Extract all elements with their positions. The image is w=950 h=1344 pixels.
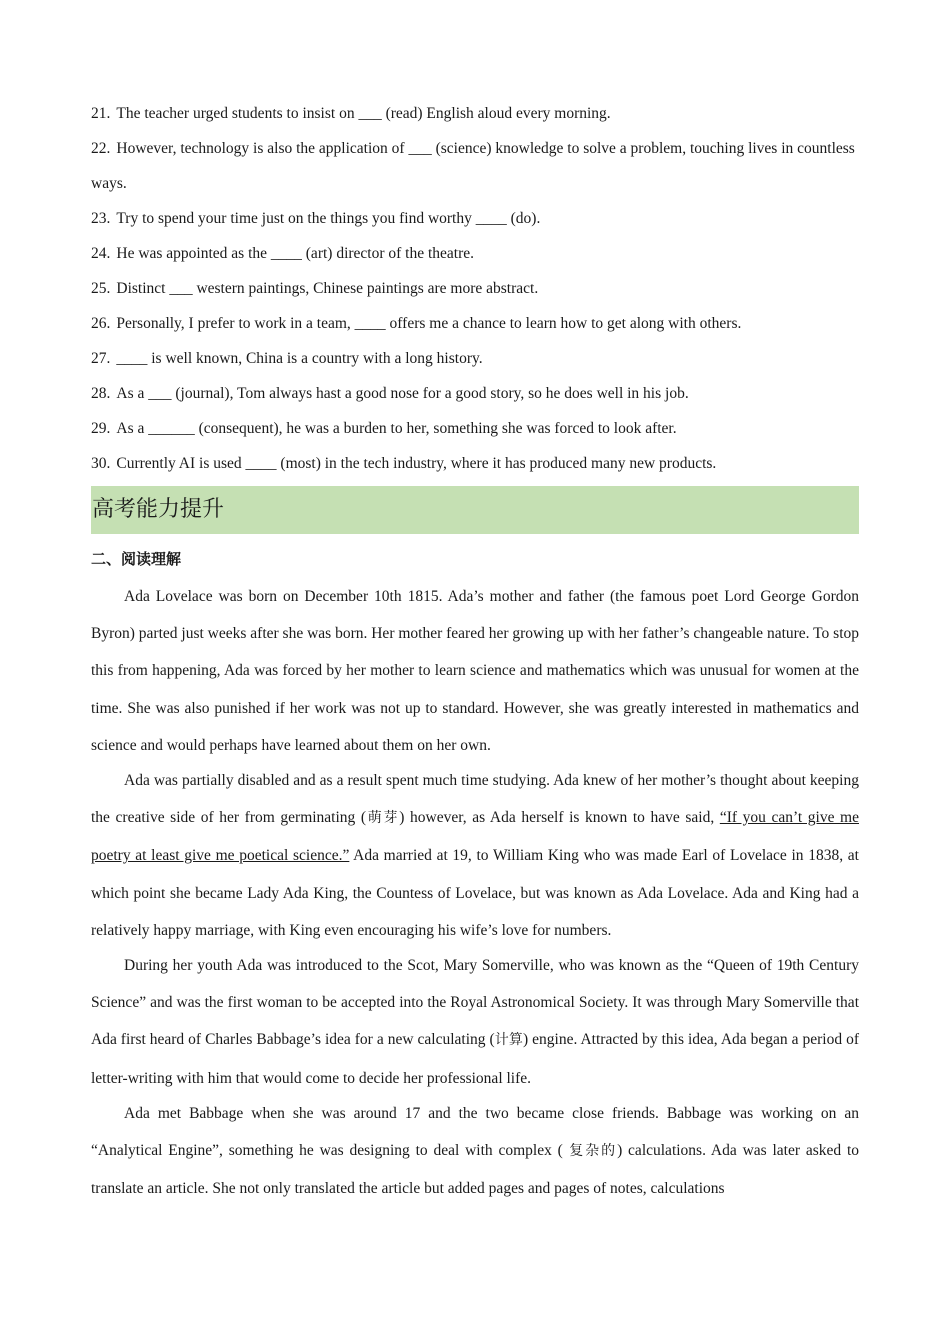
question-29: 29. As a ______ (consequent), he was a burden to her, something she was forced to look after. (91, 420, 677, 437)
question-27: 27. ____ is well known, China is a country with a long history. (91, 350, 483, 367)
gloss-germinating: 萌芽 (366, 810, 400, 827)
question-26: 26. Personally, I prefer to work in a team, ____ offers me a chance to learn how to get along with others. (91, 315, 742, 332)
question-23: 23. Try to spend your time just on the things you find worthy ____ (do). (91, 210, 541, 227)
reading-paragraph-4: Ada met Babbage when she was around 17 and the two became close friends. Babbage was working on an “Analytical Engine”, something he was designing to deal with complex ( 复杂的) calculations. Ada was later asked to translate an article. She not only translated the article but added pages and pages of notes, calculations (91, 1104, 860, 1198)
section-title: 二、阅读理解 (91, 550, 182, 568)
question-list (91, 96, 859, 481)
question-30: 30. Currently AI is used ____ (most) in the tech industry, where it has produced many new products. (91, 455, 717, 472)
section-banner: 高考能力提升 (91, 486, 859, 534)
question-24: 24. He was appointed as the ____ (art) director of the theatre. (91, 245, 475, 262)
reading-paragraph-3: During her youth Ada was introduced to the Scot, Mary Somerville, who was known as the “Queen of 19th Century Science” and was the first woman to be accepted into the Royal Astronomical Society. It was through Mary Somerville that Ada first heard of Charles Babbage’s idea for a new calculating (计算) engine. Attracted by this idea, Ada began a period of letter-writing with him that would come to decide her professional life. (91, 957, 859, 1087)
underlined-quote: “If you can’t give me poetry at least give me poetical science.” (91, 809, 859, 865)
question-21: 21. The teacher urged students to insist on ___ (read) English aloud every morning. (91, 105, 611, 122)
gloss-calculating: 计算 (494, 1032, 523, 1049)
question-22: 22. However, technology is also the application of ___ (science) knowledge to solve a problem, touching lives in countless ways. (91, 140, 855, 192)
question-25: 25. Distinct ___ western paintings, Chinese paintings are more abstract. (91, 280, 539, 297)
reading-paragraph-2: Ada was partially disabled and as a result spent much time studying. Ada knew of her mother’s thought about keeping the creative side of her from germinating (萌芽) however, as Ada herself is known to have said, “If you can’t give me poetry at least give me poetical science.” Ada married at 19, to William King who was made Earl of Lovelace in 1838, at which point she became Lady Ada King, the Countess of Lovelace, but was known as Ada Lovelace. Ada and King had a relatively happy marriage, with King even encouraging his wife’s love for numbers. (91, 772, 859, 939)
gloss-complex: 复杂的 (562, 1143, 618, 1160)
document-page (91, 96, 859, 1205)
question-28: 28. As a ___ (journal), Tom always hast a good nose for a good story, so he does well in his job. (91, 385, 689, 402)
reading-paragraph-1: Ada Lovelace was born on December 10th 1815. Ada’s mother and father (the famous poet Lord George Gordon Byron) parted just weeks after she was born. Her mother feared her growing up with her father’s changeable nature. To stop this from happening, Ada was forced by her mother to learn science and mathematics which was unusual for women at the time. She was also punished if her work was not up to standard. However, she was greatly interested in mathematics and science and would perhaps have learned about them on her own. (91, 588, 859, 754)
